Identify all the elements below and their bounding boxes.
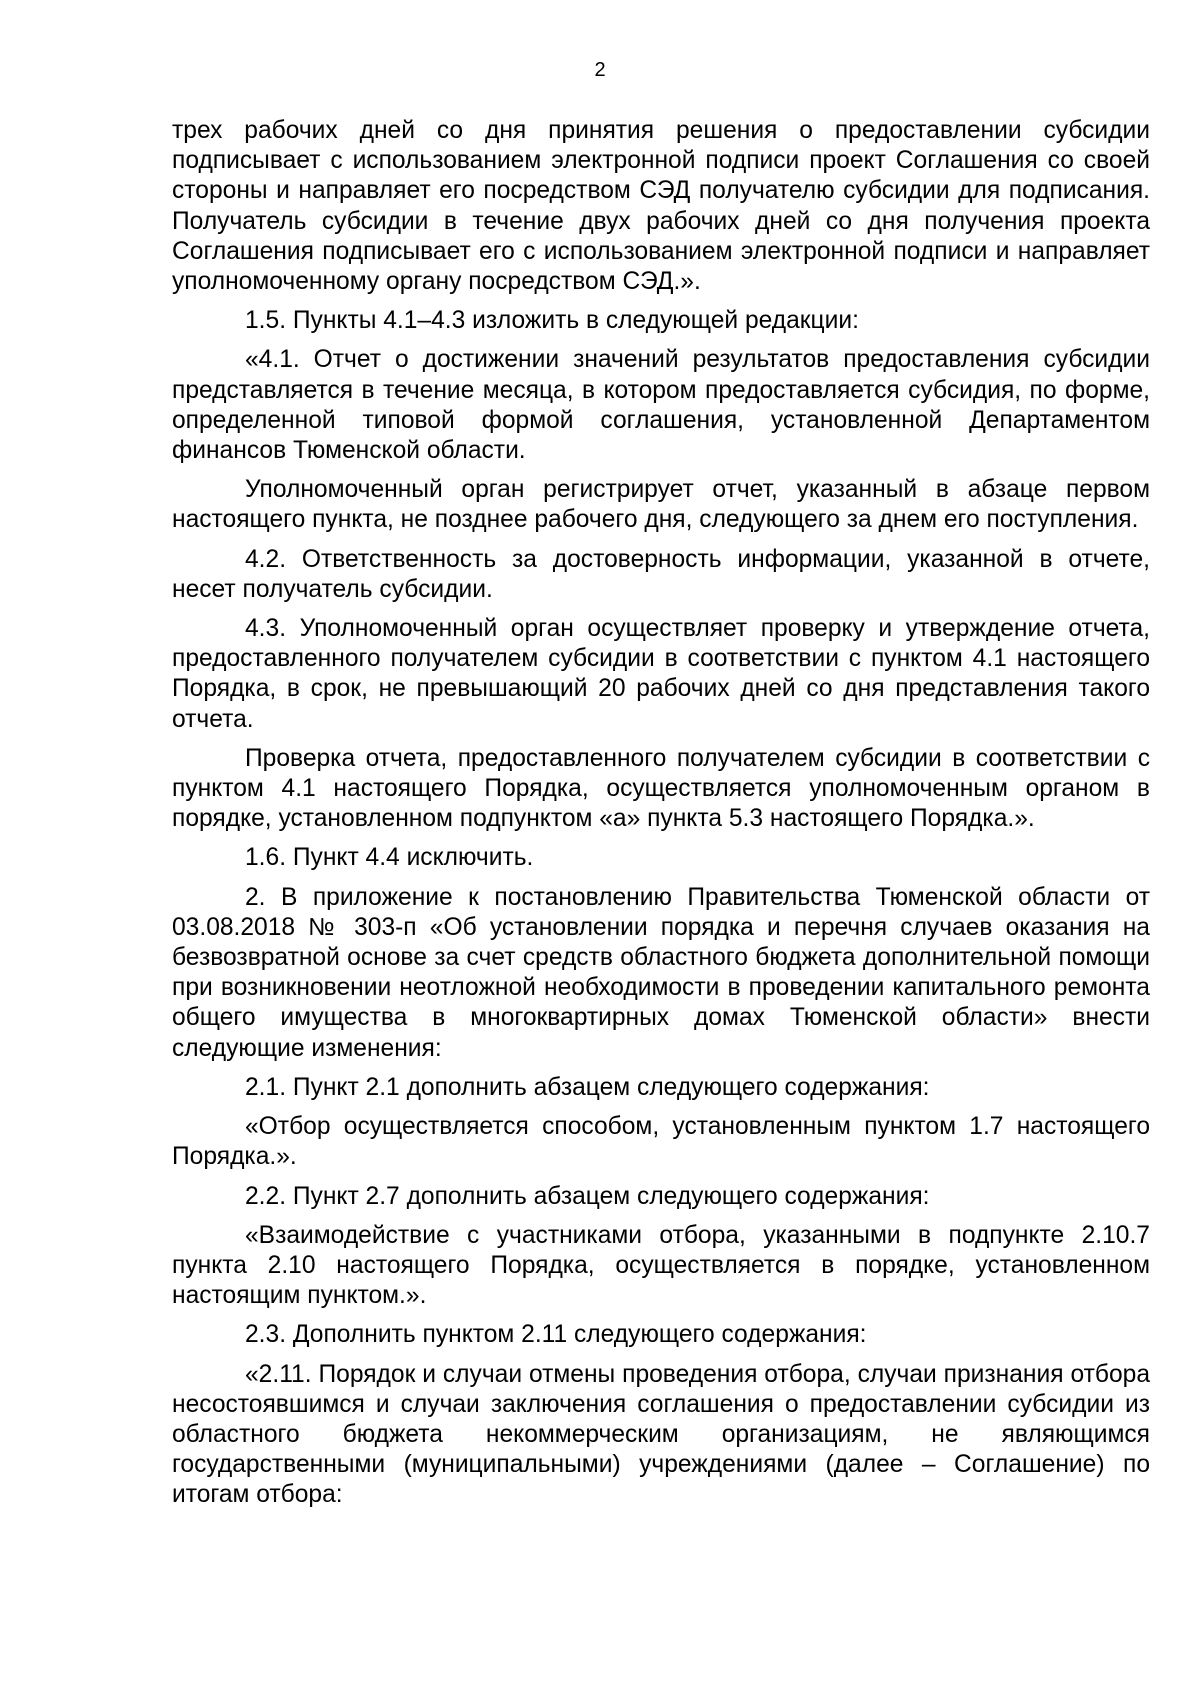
document-body: [172, 116, 1150, 1520]
paragraph-interaction: «Взаимодействие с участниками отбора, указанными в подпункте 2.10.7 пункта 2.10 настоящего Порядка, осуществляется в порядке, установленном настоящим пунктом.».: [172, 1221, 1150, 1310]
paragraph-item-4-3: 4.3. Уполномоченный орган осуществляет проверку и утверждение отчета, предоставленного получателем субсидии в соответствии с пунктом 4.1 настоящего Порядка, в срок, не превышающий 20 рабочих дней со дня представления такого отчета.: [172, 615, 1150, 733]
paragraph-item-1-6: 1.6. Пункт 4.4 исключить.: [245, 844, 534, 872]
paragraph-item-2-11: «2.11. Порядок и случаи отмены проведения отбора, случаи признания отбора несостоявшимся и случаи заключения соглашения о предоставлении субсидии из областного бюджета некоммерческим организациям, не являющимся государственными (муниципальными) учреждениями (далее – Соглашение) по итогам отбора:: [172, 1360, 1150, 1509]
paragraph-item-2-1: 2.1. Пункт 2.1 дополнить абзацем следующего содержания:: [245, 1073, 930, 1101]
paragraph-item-2-3: 2.3. Дополнить пунктом 2.11 следующего содержания:: [245, 1321, 867, 1349]
paragraph-registration: Уполномоченный орган регистрирует отчет, указанный в абзаце первом настоящего пункта, не позднее рабочего дня, следующего за днем его поступления.: [172, 476, 1150, 534]
paragraph-item-2-2: 2.2. Пункт 2.7 дополнить абзацем следующего содержания:: [245, 1182, 930, 1210]
paragraph-continuation: трех рабочих дней со дня принятия решения о предоставлении субсидии подписывает с использованием электронной подписи проект Соглашения со своей стороны и направляет его посредством СЭД получателю субсидии для подписания. Получатель субсидии в течение двух рабочих дней со дня получения проекта Соглашения подписывает его с использованием электронной подписи и направляет уполномоченному органу посредством СЭД.».: [172, 117, 1150, 296]
paragraph-report-check: Проверка отчета, предоставленного получателем субсидии в соответствии с пунктом 4.1 настоящего Порядка, осуществляется уполномоченным органом в порядке, установленном подпунктом «а» пункта 5.3 настоящего Порядка.».: [172, 744, 1150, 833]
paragraph-selection-method: «Отбор осуществляется способом, установленным пунктом 1.7 настоящего Порядка.».: [172, 1113, 1150, 1171]
paragraph-item-4-2: 4.2. Ответственность за достоверность информации, указанной в отчете, несет получатель субсидии.: [172, 545, 1150, 603]
paragraph-item-4-1: «4.1. Отчет о достижении значений результатов предоставления субсидии представляется в течение месяца, в котором предоставляется субсидия, по форме, определенной типовой формой соглашения, установленной Департаментом финансов Тюменской области.: [172, 346, 1150, 465]
page-number: 2: [594, 59, 606, 81]
paragraph-item-2: 2. В приложение к постановлению Правительства Тюменской области от 03.08.2018 № 303-п «Об установлении порядка и перечня случаев оказания на безвозвратной основе за счет средств областного бюджета дополнительной помощи при возникновении неотложной необходимости в проведении капитального ремонта общего имущества в многоквартирных домах Тюменской области» внести следующие изменения:: [172, 883, 1150, 1062]
paragraph-item-1-5: 1.5. Пункты 4.1–4.3 изложить в следующей редакции:: [245, 307, 859, 335]
